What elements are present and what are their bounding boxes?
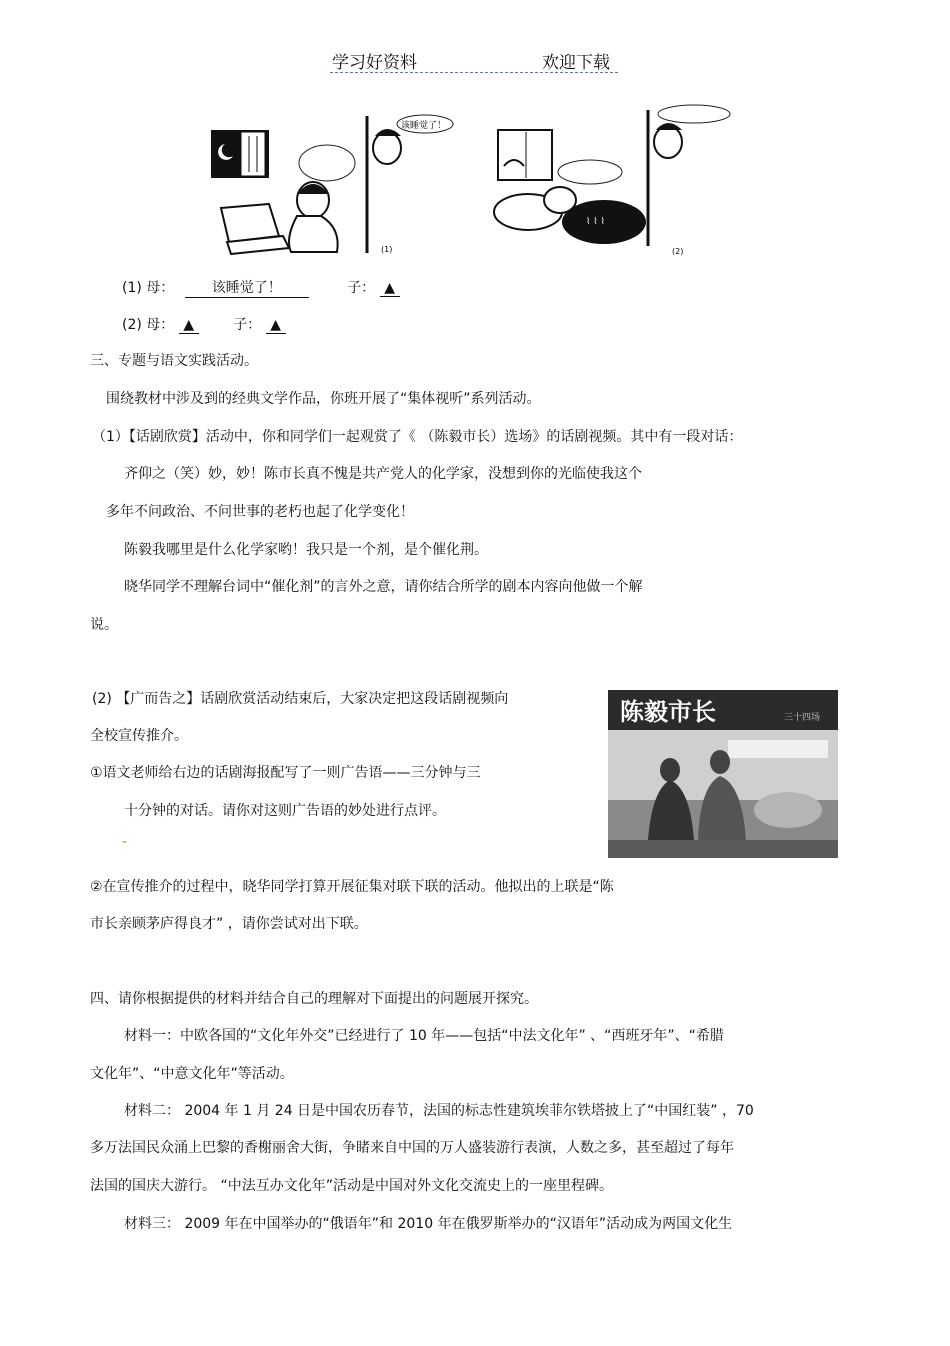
cartoon-figure-1: [205, 108, 447, 258]
section4-m2a: 材料二： 2004 年 1 月 24 日是中国农历春节，法国的标志性建筑埃菲尔铁塔披上了“中国红装” ，70: [124, 1103, 754, 1119]
cartoon-label-1: (1): [381, 245, 393, 254]
dialogue-row-2: [122, 314, 286, 334]
section3-q2b: 全校宣传推介。: [90, 728, 188, 744]
svg-text:⌇ ⌇ ⌇: ⌇ ⌇ ⌇: [586, 217, 605, 227]
section3-p1: （1）【话剧欣赏】活动中，你和同学们一起观赏了《 （陈毅市长）选场》的话剧视频。其中有一段对话：: [92, 429, 743, 445]
section4-m2c: 法国的国庆大游行。 “中法互办文化年”活动是中国对外文化交流史上的一座里程碑。: [90, 1178, 613, 1194]
row1-answer: 该睡觉了！: [185, 277, 309, 298]
section3-intro: 围绕教材中涉及到的经典文学作品，你班开展了“集体视听”系列活动。: [106, 391, 541, 407]
dialogue-row-1: [122, 277, 400, 298]
header-left: 学习好资料: [332, 53, 417, 73]
header-right: 欢迎下载: [542, 53, 610, 73]
section3-q2e: ②在宣传推介的过程中，晓华同学打算开展征集对联下联的活动。他拟出的上联是“陈: [90, 879, 614, 895]
row1-son-mark: ▲: [380, 280, 400, 297]
drama-poster-image: [608, 690, 838, 858]
header-divider: [330, 72, 618, 73]
section4-title: 四、请你根据提供的材料并结合自己的理解对下面提出的问题展开探究。: [90, 991, 538, 1007]
section3-p5: 晓华同学不理解台词中“催化剂”的言外之意，请你结合所学的剧本内容向他做一个解: [124, 579, 643, 595]
cartoon-label-2: (2): [672, 247, 684, 256]
section4-m3a: 材料三： 2009 年在中国举办的“俄语年”和 2010 年在俄罗斯举办的“汉语年”活动成为两国文化生: [124, 1216, 733, 1232]
row1-prefix: (1) 母：: [122, 280, 175, 296]
row2-prefix: (2) 母：: [122, 317, 175, 333]
section4-m1b: 文化年”、“中意文化年”等活动。: [90, 1066, 294, 1082]
row2-mark: ▲: [179, 317, 199, 334]
section3-q2f: 市长亲顾茅庐得良才” ，请你尝试对出下联。: [90, 916, 368, 932]
section3-q2d: 十分钟的对话。请你对这则广告语的妙处进行点评。: [124, 803, 446, 819]
section3-q2c: ①语文老师给右边的话剧海报配写了一则广告语——三分钟与三: [90, 765, 481, 781]
poster-subtitle: 三十四场: [784, 713, 821, 723]
row2-son-label: 子：: [233, 317, 262, 333]
section3-p6: 说。: [90, 617, 118, 633]
section4-m1a: 材料一：中欧各国的“文化年外交”已经进行了 10 年——包括“中法文化年” 、“西班牙年”、“希腊: [124, 1028, 724, 1044]
row1-son-label: 子：: [347, 280, 376, 296]
drama-poster: [608, 690, 838, 858]
section3-p3: 多年不问政治、不问世事的老朽也起了化学变化！: [106, 504, 414, 520]
cartoon-figure-2: [486, 100, 734, 258]
section3-title: 三、专题与语文实践活动。: [90, 353, 258, 369]
section3-q2-mark: -: [122, 834, 128, 850]
poster-title: 陈毅市长: [620, 698, 716, 726]
section4-m2b: 多万法国民众涌上巴黎的香榭丽舍大街，争睹来自中国的万人盛装游行表演，人数之多，甚至超过了每年: [90, 1140, 734, 1156]
section3-p2: 齐仰之（笑）妙，妙！陈市长真不愧是共产党人的化学家，没想到你的光临使我这个: [124, 466, 642, 482]
section3-p4: 陈毅我哪里是什么化学家哟！我只是一个剂，是个催化荆。: [124, 542, 488, 558]
row2-son-mark: ▲: [266, 317, 286, 334]
section3-q2a: (2) 【广而告之】话剧欣赏活动结束后，大家决定把这段话剧视频向: [92, 691, 509, 707]
cartoon-bubble-text: 该睡觉了！: [401, 121, 447, 131]
